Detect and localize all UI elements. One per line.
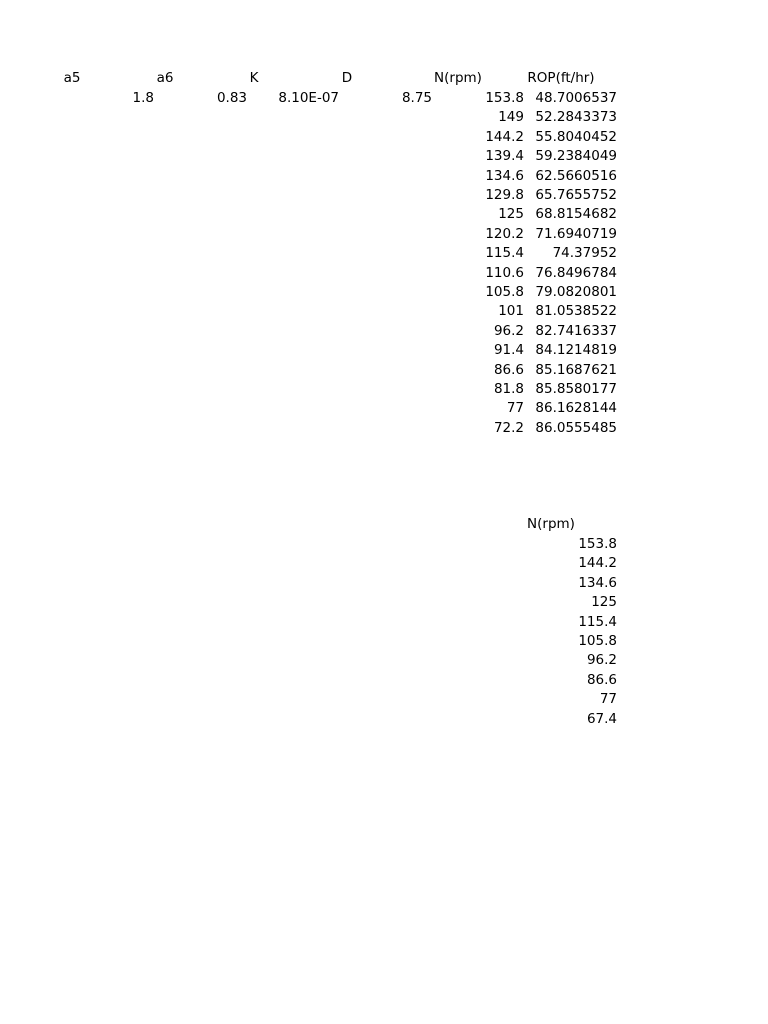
table1-rop-cell[interactable]: 86.1628144 xyxy=(535,400,617,417)
table1-rop-cell[interactable]: 48.7006537 xyxy=(535,90,617,106)
table2-n-cell[interactable]: 67.4 xyxy=(586,710,617,727)
header-n-rpm[interactable]: N(rpm) xyxy=(434,70,482,86)
table1-rop-cell[interactable]: 86.0555485 xyxy=(535,419,617,436)
table1-n-cell[interactable]: 144.2 xyxy=(485,128,524,145)
table1-rop-cell[interactable]: 81.0538522 xyxy=(535,303,617,320)
table1-n-cell[interactable]: 110.6 xyxy=(485,264,524,281)
table1-n-cell[interactable]: 125 xyxy=(498,206,524,223)
param-a5-value[interactable]: 1.8 xyxy=(132,90,154,106)
table2-n-cell[interactable]: 134.6 xyxy=(578,574,617,591)
table1-rop-cell[interactable]: 59.2384049 xyxy=(535,148,617,165)
table2-header-n-rpm[interactable]: N(rpm) xyxy=(527,516,575,532)
table2-n-cell[interactable]: 96.2 xyxy=(586,652,617,669)
table2-n-cell[interactable]: 77 xyxy=(599,691,617,708)
table1-rop-cell[interactable]: 79.0820801 xyxy=(535,284,617,300)
table1-n-cell[interactable]: 139.4 xyxy=(485,148,524,165)
table1-rop-cell[interactable]: 65.7655752 xyxy=(535,187,617,203)
table1-n-cell[interactable]: 101 xyxy=(498,303,524,320)
header-rop[interactable]: ROP(ft/hr) xyxy=(527,70,595,86)
table1-n-cell[interactable]: 115.4 xyxy=(485,245,524,262)
table1-rop-cell[interactable]: 84.1214819 xyxy=(535,342,617,359)
table1-n-cell[interactable]: 96.2 xyxy=(493,322,524,339)
table1-rop-cell[interactable]: 82.7416337 xyxy=(535,322,617,339)
header-k[interactable]: K xyxy=(249,70,259,86)
table1-rop-cell[interactable]: 52.2843373 xyxy=(535,109,617,126)
table1-rop-cell[interactable]: 74.37952 xyxy=(552,245,617,262)
table1-n-cell[interactable]: 129.8 xyxy=(485,187,524,203)
table1-n-cell[interactable]: 120.2 xyxy=(485,225,524,242)
table2-n-cell[interactable]: 105.8 xyxy=(578,633,617,649)
header-a5[interactable]: a5 xyxy=(63,70,81,86)
table1-rop-cell[interactable]: 62.5660516 xyxy=(535,167,617,184)
table1-rop-cell[interactable]: 85.1687621 xyxy=(535,361,617,378)
param-d-value[interactable]: 8.75 xyxy=(401,90,432,106)
table1-n-cell[interactable]: 149 xyxy=(498,109,524,126)
table1-n-cell[interactable]: 86.6 xyxy=(493,361,524,378)
table2-n-cell[interactable]: 86.6 xyxy=(586,671,617,688)
header-d[interactable]: D xyxy=(341,70,353,86)
table2-n-cell[interactable]: 144.2 xyxy=(578,555,617,572)
table1-rop-cell[interactable]: 85.8580177 xyxy=(535,381,617,397)
table2-n-cell[interactable]: 153.8 xyxy=(578,536,617,552)
table1-n-cell[interactable]: 77 xyxy=(506,400,524,417)
param-a6-value[interactable]: 0.83 xyxy=(216,90,247,106)
header-a6[interactable]: a6 xyxy=(156,70,174,86)
table1-n-cell[interactable]: 105.8 xyxy=(485,284,524,300)
table2-n-cell[interactable]: 125 xyxy=(591,594,617,611)
table1-rop-cell[interactable]: 76.8496784 xyxy=(535,264,617,281)
table1-n-cell[interactable]: 91.4 xyxy=(493,342,524,359)
table1-n-cell[interactable]: 153.8 xyxy=(485,90,524,106)
table2-n-cell[interactable]: 115.4 xyxy=(578,613,617,630)
table1-rop-cell[interactable]: 68.8154682 xyxy=(535,206,617,223)
param-k-value[interactable]: 8.10E-07 xyxy=(278,90,339,106)
table1-n-cell[interactable]: 134.6 xyxy=(485,167,524,184)
table1-n-cell[interactable]: 81.8 xyxy=(493,381,524,397)
table1-rop-cell[interactable]: 71.6940719 xyxy=(535,225,617,242)
table1-n-cell[interactable]: 72.2 xyxy=(493,419,524,436)
table1-rop-cell[interactable]: 55.8040452 xyxy=(535,128,617,145)
